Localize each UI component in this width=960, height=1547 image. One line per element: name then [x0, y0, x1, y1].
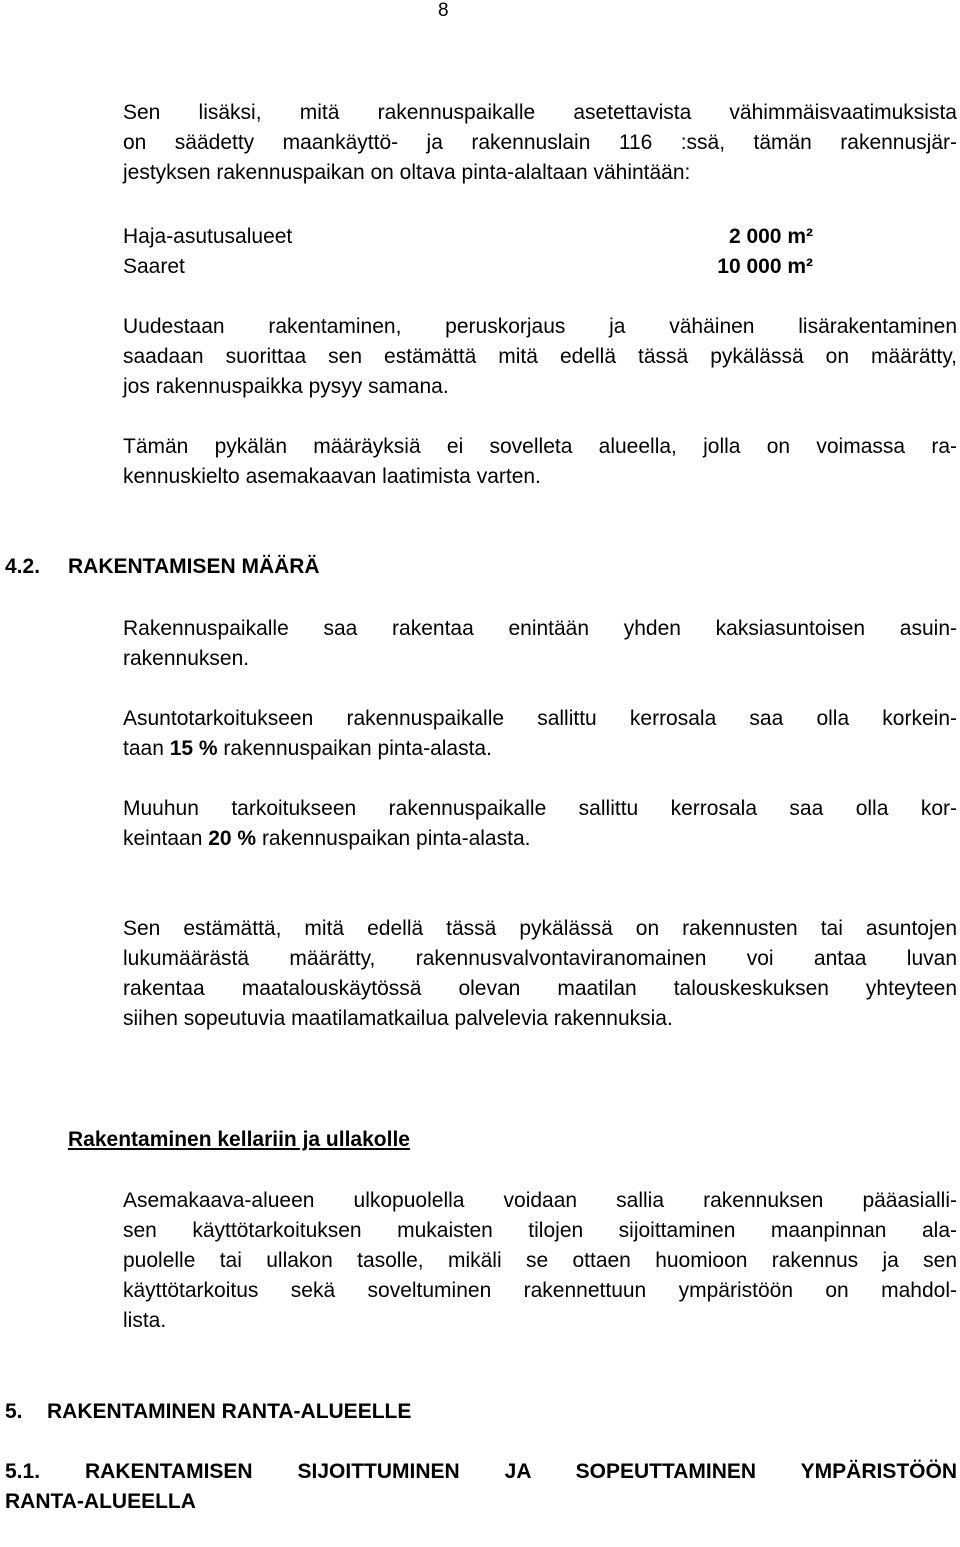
min-size-value: 10 000 m² [717, 255, 813, 278]
renovation-line: saadaan suorittaa sen estämättä mitä edellä tässä pykälässä on määrätty, [123, 345, 957, 368]
section-4-2-number: 4.2. [5, 555, 41, 578]
min-size-value: 2 000 m² [728, 225, 813, 248]
farm-tourism-line: lukumäärästä määrätty, rakennusvalvontaviranomainen voi antaa luvan [123, 947, 957, 970]
other-percentage: 20 % [208, 827, 257, 850]
residential-floor-area-paragraph [123, 704, 957, 764]
min-size-label: Haja-asutusalueet [123, 225, 293, 248]
section-4-2-title: RAKENTAMISEN MÄÄRÄ [68, 555, 320, 578]
cellar-attic-line: lista. [123, 1309, 167, 1332]
section-5-1-number: 5.1. [5, 1460, 41, 1483]
intro-line: on säädetty maankäyttö- ja rakennuslain 116 :ssä, tämän rakennusjär- [123, 131, 957, 154]
intro-line: jestyksen rakennuspaikan on oltava pinta-alaltaan vähintään: [123, 161, 691, 184]
cellar-attic-heading: Rakentaminen kellariin ja ullakolle [68, 1128, 410, 1151]
section-5-1-heading [5, 1457, 957, 1517]
building-amount-line: Rakennuspaikalle saa rakentaa enintään yhden kaksiasuntoisen asuin- [123, 617, 957, 640]
cellar-attic-line: sen käyttötarkoituksen mukaisten tilojen sijoittaminen maanpinnan ala- [123, 1219, 957, 1242]
section-5-number: 5. [5, 1400, 23, 1423]
residential-floor-area-line [123, 734, 957, 764]
intro-paragraph [123, 98, 957, 188]
cellar-attic-line: Asemakaava-alueen ulkopuolella voidaan sallia rakennuksen pääasialli- [123, 1189, 957, 1212]
cellar-attic-line: puolelle tai ullakon tasolle, mikäli se ottaen huomioon rakennus ja sen [123, 1249, 957, 1272]
section-5-1-title-line: RANTA-ALUEELLA [5, 1490, 196, 1513]
building-amount-line: rakennuksen. [123, 647, 250, 670]
exception-line: Tämän pykälän määräyksiä ei sovelleta alueella, jolla on voimassa ra- [123, 435, 957, 458]
farm-tourism-line: rakentaa maatalouskäytössä olevan maatilan talouskeskuksen yhteyteen [123, 977, 957, 1000]
building-amount-paragraph [123, 614, 957, 674]
page-number: 8 [438, 0, 449, 21]
farm-tourism-line: siihen sopeutuvia maatilamatkailua palvelevia rakennuksia. [123, 1007, 673, 1030]
residential-floor-area-text: rakennuspaikan pinta-alasta. [217, 737, 492, 760]
farm-tourism-paragraph [123, 914, 957, 1034]
exception-paragraph [123, 432, 957, 492]
renovation-line: jos rakennuspaikka pysyy samana. [123, 375, 449, 398]
other-floor-area-text: rakennuspaikan pinta-alasta. [256, 827, 531, 850]
other-floor-area-text: keintaan [123, 827, 209, 850]
intro-line: Sen lisäksi, mitä rakennuspaikalle asetettavista vähimmäisvaatimuksista [123, 101, 957, 124]
section-5-1-title-line [5, 1457, 957, 1487]
renovation-line: Uudestaan rakentaminen, peruskorjaus ja vähäinen lisärakentaminen [123, 315, 957, 338]
cellar-attic-line: käyttötarkoitus sekä soveltuminen rakennettuun ympäristöön on mahdol- [123, 1279, 957, 1302]
residential-percentage: 15 % [169, 737, 218, 760]
other-floor-area-paragraph [123, 794, 957, 854]
other-floor-area-line [123, 824, 957, 854]
farm-tourism-line: Sen estämättä, mitä edellä tässä pykälässä on rakennusten tai asuntojen [123, 917, 957, 940]
min-size-label: Saaret [123, 255, 185, 278]
section-5-title: RAKENTAMINEN RANTA-ALUEELLE [47, 1400, 412, 1423]
cellar-attic-paragraph [123, 1186, 957, 1336]
section-5-1-title: RAKENTAMISEN SIJOITTUMINEN JA SOPEUTTAMINEN YMPÄRISTÖÖN [84, 1460, 957, 1483]
exception-line: kennuskielto asemakaavan laatimista varten. [123, 465, 541, 488]
renovation-paragraph [123, 312, 957, 402]
residential-floor-area-line: Asuntotarkoitukseen rakennuspaikalle sallittu kerrosala saa olla korkein- [123, 707, 957, 730]
residential-floor-area-text: taan [123, 737, 170, 760]
other-floor-area-line: Muuhun tarkoitukseen rakennuspaikalle sallittu kerrosala saa olla kor- [123, 797, 957, 820]
